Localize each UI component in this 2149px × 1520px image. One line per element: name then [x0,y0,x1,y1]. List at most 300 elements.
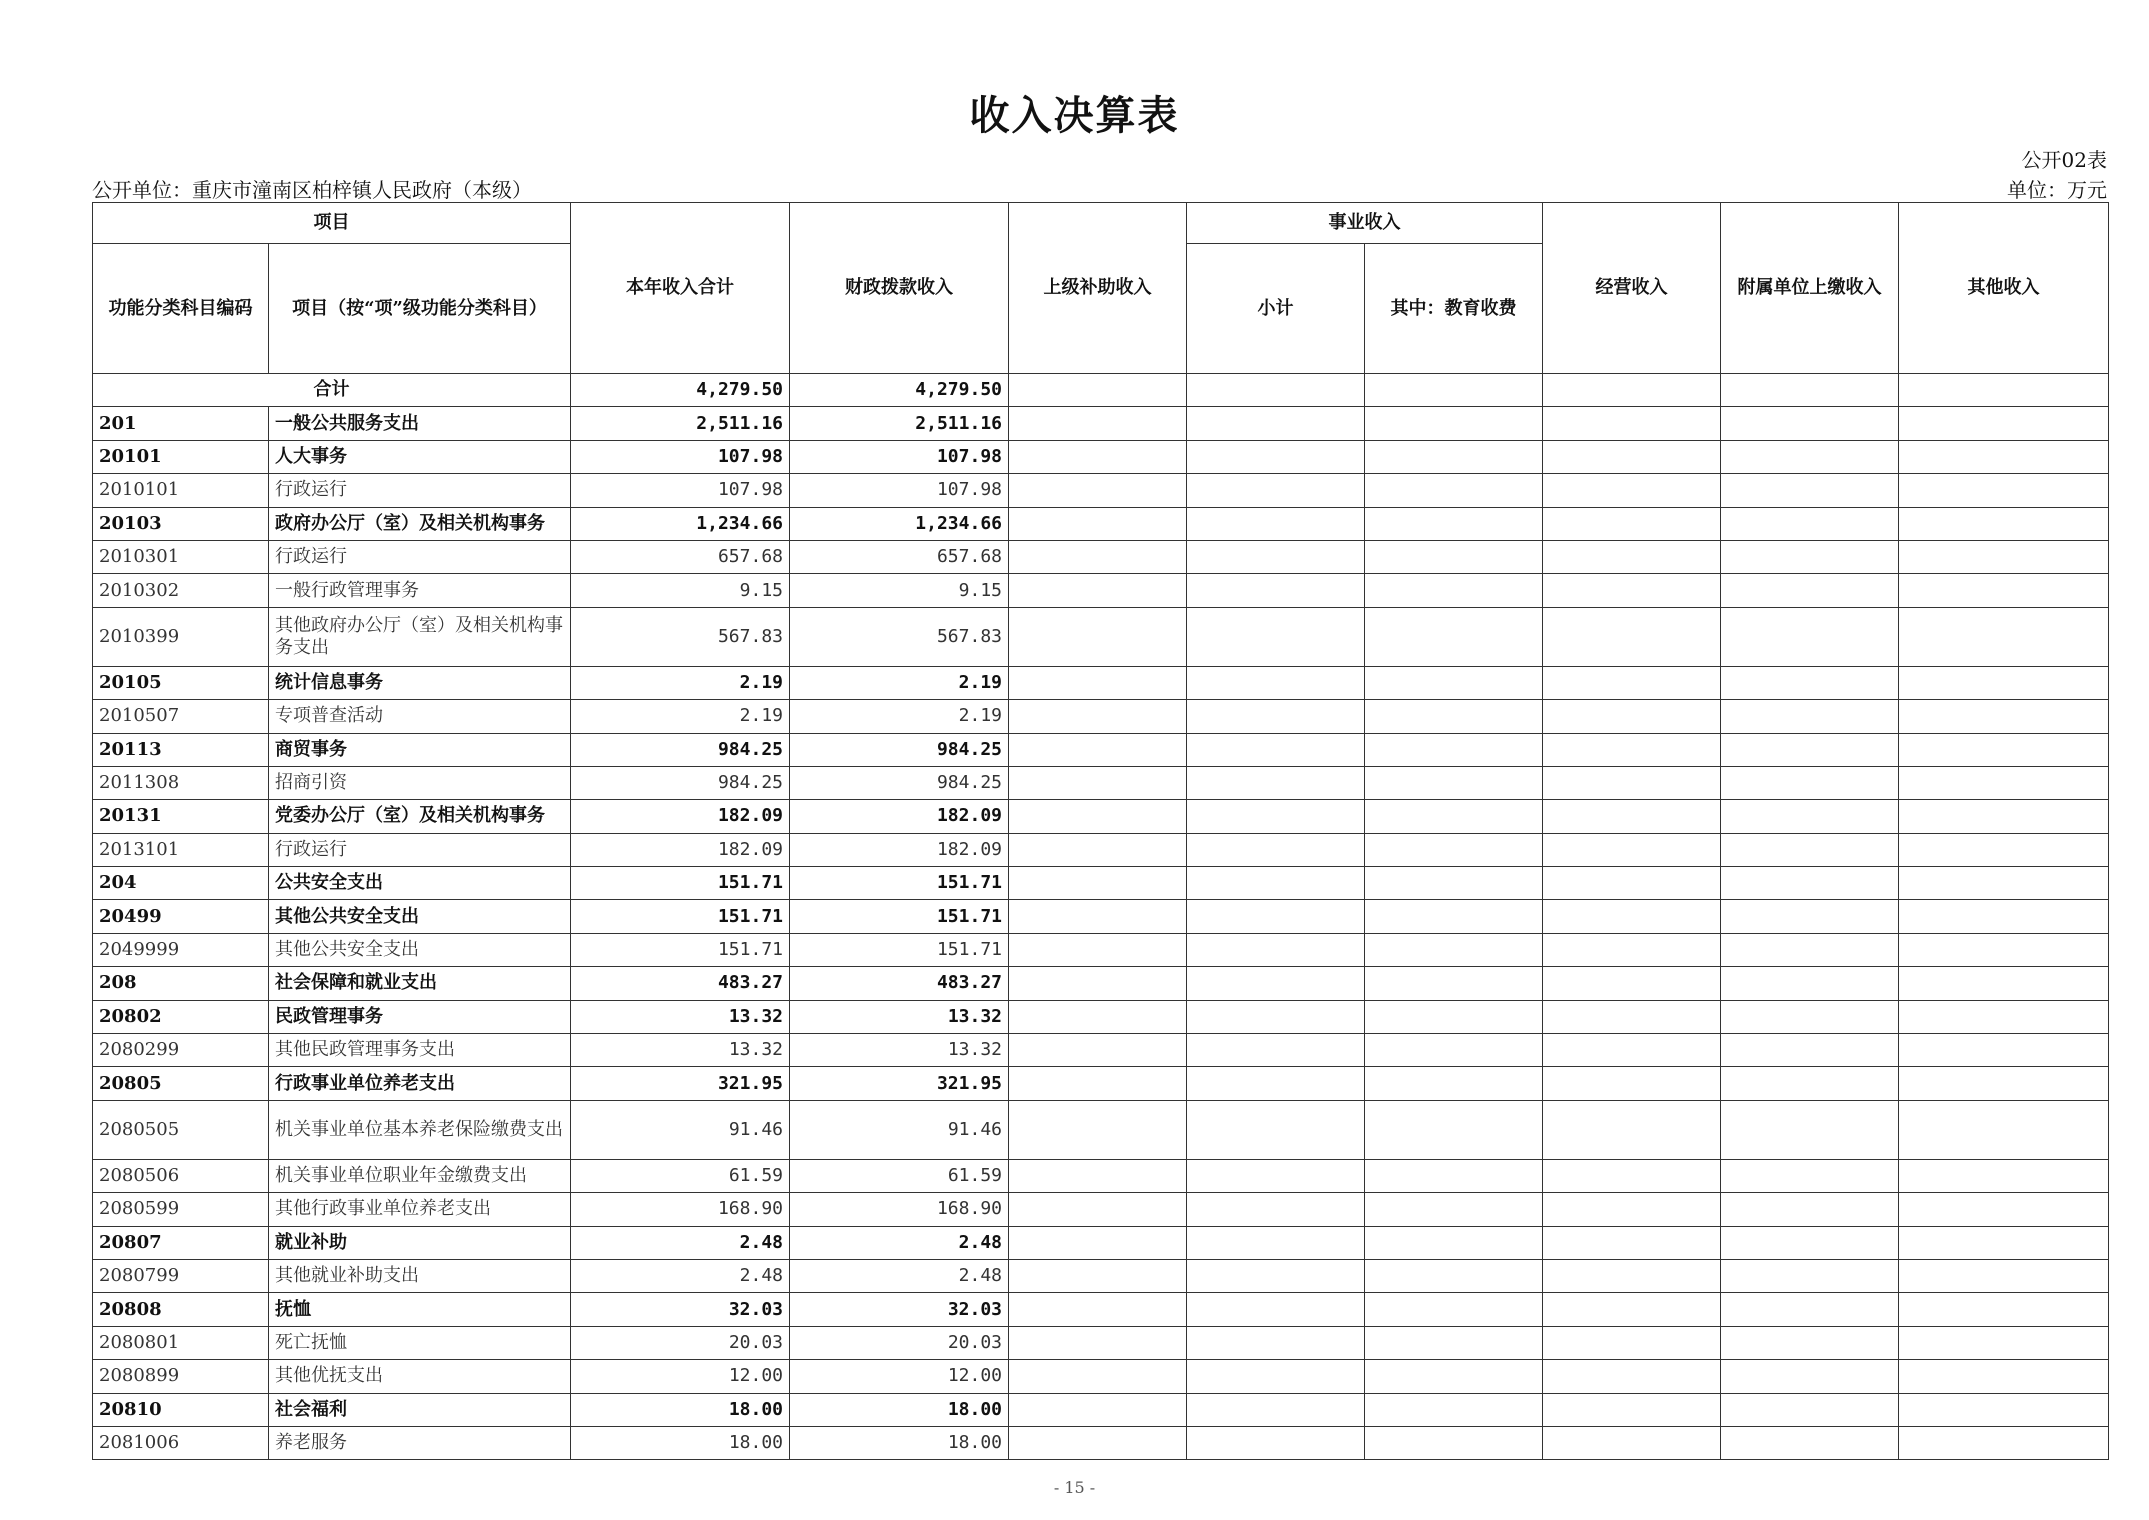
empty-cell [1543,833,1721,866]
empty-cell [1187,1159,1365,1192]
empty-cell [1187,766,1365,799]
empty-cell [1899,1067,2109,1100]
empty-cell [1721,833,1899,866]
empty-cell [1187,1034,1365,1067]
row-name: 其他就业补助支出 [269,1259,571,1292]
empty-cell [1543,407,1721,440]
row-code: 2080299 [93,1034,269,1067]
empty-cell [1543,1000,1721,1033]
empty-cell [1009,766,1187,799]
empty-cell [1187,1426,1365,1459]
empty-cell [1365,1159,1543,1192]
header-fiscal: 财政拨款收入 [790,203,1009,374]
header-item: 项目（按“项”级功能分类科目） [269,244,571,374]
row-name: 社会福利 [269,1393,571,1426]
empty-cell [1187,833,1365,866]
empty-cell [1721,407,1899,440]
empty-cell [1187,1393,1365,1426]
empty-cell [1721,666,1899,699]
empty-cell [1543,607,1721,666]
empty-cell [1365,1226,1543,1259]
empty-cell [1543,1259,1721,1292]
empty-cell [1187,1193,1365,1226]
empty-cell [1009,666,1187,699]
table-row [93,407,2109,440]
row-fiscal: 107.98 [790,440,1009,473]
empty-cell [1365,900,1543,933]
empty-cell [1365,1393,1543,1426]
table-row [93,867,2109,900]
table-row [93,933,2109,966]
row-fiscal: 984.25 [790,733,1009,766]
reporting-unit: 公开单位：重庆市潼南区柏梓镇人民政府（本级） [92,178,532,202]
empty-cell [1365,1000,1543,1033]
empty-cell [1187,800,1365,833]
header-subtotal: 小计 [1187,244,1365,374]
row-code: 20101 [93,440,269,473]
empty-cell [1543,800,1721,833]
row-name: 其他民政管理事务支出 [269,1034,571,1067]
empty-cell [1899,1360,2109,1393]
row-name: 一般公共服务支出 [269,407,571,440]
empty-cell [1009,967,1187,1000]
empty-cell [1365,1193,1543,1226]
empty-cell [1721,1393,1899,1426]
row-code: 2049999 [93,933,269,966]
empty-cell [1721,733,1899,766]
table-row [93,1034,2109,1067]
empty-cell [1543,1193,1721,1226]
row-total: 2,511.16 [571,407,790,440]
row-fiscal: 321.95 [790,1067,1009,1100]
row-total: 151.71 [571,900,790,933]
row-total: 168.90 [571,1193,790,1226]
empty-cell [1899,833,2109,866]
total-fiscal: 4,279.50 [790,374,1009,407]
empty-cell [1543,1360,1721,1393]
row-name: 社会保障和就业支出 [269,967,571,1000]
row-code: 20807 [93,1226,269,1259]
empty-cell [1721,1100,1899,1159]
empty-cell [1721,1034,1899,1067]
empty-cell [1365,1360,1543,1393]
row-code: 2011308 [93,766,269,799]
empty-cell [1543,967,1721,1000]
empty-cell [1721,933,1899,966]
row-name: 就业补助 [269,1226,571,1259]
empty-cell [1721,474,1899,507]
row-name: 其他行政事业单位养老支出 [269,1193,571,1226]
header-education: 其中：教育收费 [1365,244,1543,374]
total-row [93,374,2109,407]
empty-cell [1187,540,1365,573]
table-row [93,833,2109,866]
empty-cell [1899,1159,2109,1192]
row-fiscal: 151.71 [790,900,1009,933]
empty-cell [1365,607,1543,666]
row-name: 机关事业单位职业年金缴费支出 [269,1159,571,1192]
empty-cell [1721,574,1899,607]
empty-cell [1543,1034,1721,1067]
row-fiscal: 2,511.16 [790,407,1009,440]
row-code: 20103 [93,507,269,540]
page-number: - 15 - [1053,1478,1096,1497]
row-fiscal: 20.03 [790,1326,1009,1359]
empty-cell [1543,933,1721,966]
empty-cell [1187,1293,1365,1326]
empty-cell [1899,1326,2109,1359]
table-body [93,374,2109,1460]
empty-cell [1365,933,1543,966]
empty-cell [1899,440,2109,473]
empty-cell [1721,1067,1899,1100]
empty-cell [1009,574,1187,607]
table-row [93,507,2109,540]
row-name: 行政运行 [269,833,571,866]
empty-cell [1899,1293,2109,1326]
row-total: 984.25 [571,766,790,799]
row-code: 204 [93,867,269,900]
row-code: 20808 [93,1293,269,1326]
row-name: 行政事业单位养老支出 [269,1067,571,1100]
currency-unit: 单位：万元 [2007,178,2107,202]
header-total: 本年收入合计 [571,203,790,374]
empty-cell [1365,574,1543,607]
empty-cell [1365,800,1543,833]
empty-cell [1899,1226,2109,1259]
empty-cell [1365,507,1543,540]
empty-cell [1543,1067,1721,1100]
table-row [93,607,2109,666]
row-code: 2080799 [93,1259,269,1292]
empty-cell [1899,1259,2109,1292]
empty-cell [1543,1100,1721,1159]
row-code: 201 [93,407,269,440]
empty-cell [1899,1426,2109,1459]
empty-cell [1009,1000,1187,1033]
row-fiscal: 2.48 [790,1259,1009,1292]
empty-cell [1187,474,1365,507]
row-name: 党委办公厅（室）及相关机构事务 [269,800,571,833]
row-fiscal: 657.68 [790,540,1009,573]
empty-cell [1009,1034,1187,1067]
row-total: 984.25 [571,733,790,766]
row-fiscal: 168.90 [790,1193,1009,1226]
table-row [93,666,2109,699]
row-fiscal: 61.59 [790,1159,1009,1192]
empty-cell [1187,1360,1365,1393]
row-total: 2.48 [571,1259,790,1292]
empty-cell [1365,666,1543,699]
empty-cell [1543,1326,1721,1359]
empty-cell [1543,540,1721,573]
row-code: 20131 [93,800,269,833]
total-sum: 4,279.50 [571,374,790,407]
empty-cell [1187,666,1365,699]
empty-cell [1009,1393,1187,1426]
row-total: 182.09 [571,833,790,866]
empty-cell [1009,933,1187,966]
empty-cell [1009,1159,1187,1192]
row-name: 其他政府办公厅（室）及相关机构事务支出 [269,607,571,666]
row-code: 2081006 [93,1426,269,1459]
page-title: 收入决算表 [969,92,1180,139]
row-fiscal: 151.71 [790,867,1009,900]
row-fiscal: 9.15 [790,574,1009,607]
empty-cell [1899,666,2109,699]
empty-cell [1721,540,1899,573]
row-fiscal: 1,234.66 [790,507,1009,540]
row-fiscal: 151.71 [790,933,1009,966]
row-fiscal: 2.19 [790,700,1009,733]
empty-cell [1187,1100,1365,1159]
header-business: 事业收入 [1187,203,1543,244]
empty-cell [1721,1360,1899,1393]
empty-cell [1899,607,2109,666]
empty-cell [1187,1067,1365,1100]
empty-cell [1721,1226,1899,1259]
empty-cell [1365,1100,1543,1159]
empty-cell [1899,1000,2109,1033]
empty-cell [1009,474,1187,507]
row-code: 2010101 [93,474,269,507]
row-total: 18.00 [571,1393,790,1426]
empty-cell [1365,1259,1543,1292]
empty-cell [1899,1100,2109,1159]
empty-cell [1899,933,2109,966]
row-total: 321.95 [571,1067,790,1100]
row-fiscal: 13.32 [790,1000,1009,1033]
empty-cell [1365,700,1543,733]
empty-cell [1187,1326,1365,1359]
form-number: 公开02表 [2021,148,2107,172]
row-name: 其他优抚支出 [269,1360,571,1393]
empty-cell [1721,1293,1899,1326]
row-name: 机关事业单位基本养老保险缴费支出 [269,1100,571,1159]
empty-cell [1543,1293,1721,1326]
table-row [93,474,2109,507]
empty-cell [1543,1393,1721,1426]
empty-cell [1009,440,1187,473]
row-fiscal: 2.48 [790,1226,1009,1259]
empty-cell [1365,474,1543,507]
empty-cell [1543,1426,1721,1459]
empty-cell [1543,1159,1721,1192]
empty-cell [1543,867,1721,900]
row-total: 107.98 [571,440,790,473]
empty-cell [1365,440,1543,473]
row-code: 2010399 [93,607,269,666]
empty-cell [1009,1193,1187,1226]
row-fiscal: 182.09 [790,833,1009,866]
row-fiscal: 984.25 [790,766,1009,799]
row-code: 2080899 [93,1360,269,1393]
row-code: 20105 [93,666,269,699]
row-name: 养老服务 [269,1426,571,1459]
table-row [93,1000,2109,1033]
empty-cell [1721,867,1899,900]
row-total: 182.09 [571,800,790,833]
row-code: 2080505 [93,1100,269,1159]
row-total: 12.00 [571,1360,790,1393]
empty-cell [1187,967,1365,1000]
row-fiscal: 2.19 [790,666,1009,699]
row-name: 行政运行 [269,474,571,507]
row-total: 2.19 [571,700,790,733]
empty-cell [1187,933,1365,966]
empty-cell [1899,900,2109,933]
header-code: 功能分类科目编码 [93,244,269,374]
empty-cell [1187,867,1365,900]
row-total: 32.03 [571,1293,790,1326]
row-fiscal: 32.03 [790,1293,1009,1326]
empty-cell [1721,1259,1899,1292]
row-fiscal: 91.46 [790,1100,1009,1159]
empty-cell [1009,1226,1187,1259]
row-fiscal: 182.09 [790,800,1009,833]
row-fiscal: 12.00 [790,1360,1009,1393]
table-row [93,800,2109,833]
empty-cell [1543,1226,1721,1259]
table-row [93,1100,2109,1159]
table-row [93,1393,2109,1426]
row-total: 13.32 [571,1034,790,1067]
table-row [93,1193,2109,1226]
empty-cell [1721,800,1899,833]
empty-cell [1187,1259,1365,1292]
empty-cell [1009,867,1187,900]
table-row [93,1067,2109,1100]
empty-cell [1543,507,1721,540]
row-name: 抚恤 [269,1293,571,1326]
row-name: 死亡抚恤 [269,1326,571,1359]
row-total: 151.71 [571,867,790,900]
row-code: 2010507 [93,700,269,733]
empty-cell [1543,766,1721,799]
table-row [93,440,2109,473]
header-other: 其他收入 [1899,203,2109,374]
empty-cell [1899,867,2109,900]
header-project: 项目 [93,203,571,244]
table-row [93,1360,2109,1393]
empty-cell [1365,1326,1543,1359]
empty-cell [1543,900,1721,933]
empty-cell [1365,407,1543,440]
empty-cell [1187,440,1365,473]
empty-cell [1721,1426,1899,1459]
empty-cell [1187,733,1365,766]
empty-cell [1365,967,1543,1000]
row-code: 2080599 [93,1193,269,1226]
table-row [93,967,2109,1000]
empty-cell [1187,1226,1365,1259]
empty-cell [1009,1067,1187,1100]
empty-cell [1543,474,1721,507]
row-code: 20499 [93,900,269,933]
table-row [93,700,2109,733]
row-name: 行政运行 [269,540,571,573]
row-code: 2010302 [93,574,269,607]
empty-cell [1365,1067,1543,1100]
row-code: 20113 [93,733,269,766]
row-total: 18.00 [571,1426,790,1459]
empty-cell [1187,574,1365,607]
row-total: 657.68 [571,540,790,573]
empty-cell [1009,1426,1187,1459]
empty-cell [1187,1000,1365,1033]
empty-cell [1187,700,1365,733]
table-row [93,1159,2109,1192]
row-total: 567.83 [571,607,790,666]
empty-cell [1721,1159,1899,1192]
empty-cell [1009,700,1187,733]
empty-cell [1899,766,2109,799]
empty-cell [1187,507,1365,540]
table-row [93,1326,2109,1359]
empty-cell [1365,1426,1543,1459]
row-name: 人大事务 [269,440,571,473]
empty-cell [1365,1034,1543,1067]
header-affiliated: 附属单位上缴收入 [1721,203,1899,374]
row-name: 政府办公厅（室）及相关机构事务 [269,507,571,540]
row-code: 20802 [93,1000,269,1033]
row-name: 其他公共安全支出 [269,900,571,933]
table-row [93,1226,2109,1259]
empty-cell [1721,1000,1899,1033]
empty-cell [1721,1193,1899,1226]
empty-cell [1899,407,2109,440]
header-superior: 上级补助收入 [1009,203,1187,374]
empty-cell [1365,540,1543,573]
empty-cell [1009,540,1187,573]
empty-cell [1543,574,1721,607]
row-code: 2080801 [93,1326,269,1359]
empty-cell [1899,733,2109,766]
empty-cell [1365,867,1543,900]
empty-cell [1187,607,1365,666]
table-row [93,733,2109,766]
empty-cell [1721,440,1899,473]
empty-cell [1899,474,2109,507]
empty-cell [1365,1293,1543,1326]
row-code: 2010301 [93,540,269,573]
row-code: 2080506 [93,1159,269,1192]
empty-cell [1721,507,1899,540]
empty-cell [1009,900,1187,933]
table-row [93,1293,2109,1326]
empty-cell [1721,1326,1899,1359]
empty-cell [1899,700,2109,733]
empty-cell [1009,1293,1187,1326]
empty-cell [1009,1360,1187,1393]
empty-cell [1721,900,1899,933]
row-total: 1,234.66 [571,507,790,540]
table-row [93,540,2109,573]
empty-cell [1187,900,1365,933]
header-operating: 经营收入 [1543,203,1721,374]
empty-cell [1009,607,1187,666]
row-fiscal: 567.83 [790,607,1009,666]
empty-cell [1721,700,1899,733]
row-total: 2.19 [571,666,790,699]
empty-cell [1899,507,2109,540]
total-label: 合计 [93,374,571,407]
empty-cell [1721,967,1899,1000]
row-code: 20805 [93,1067,269,1100]
empty-cell [1009,507,1187,540]
empty-cell [1009,407,1187,440]
row-fiscal: 107.98 [790,474,1009,507]
